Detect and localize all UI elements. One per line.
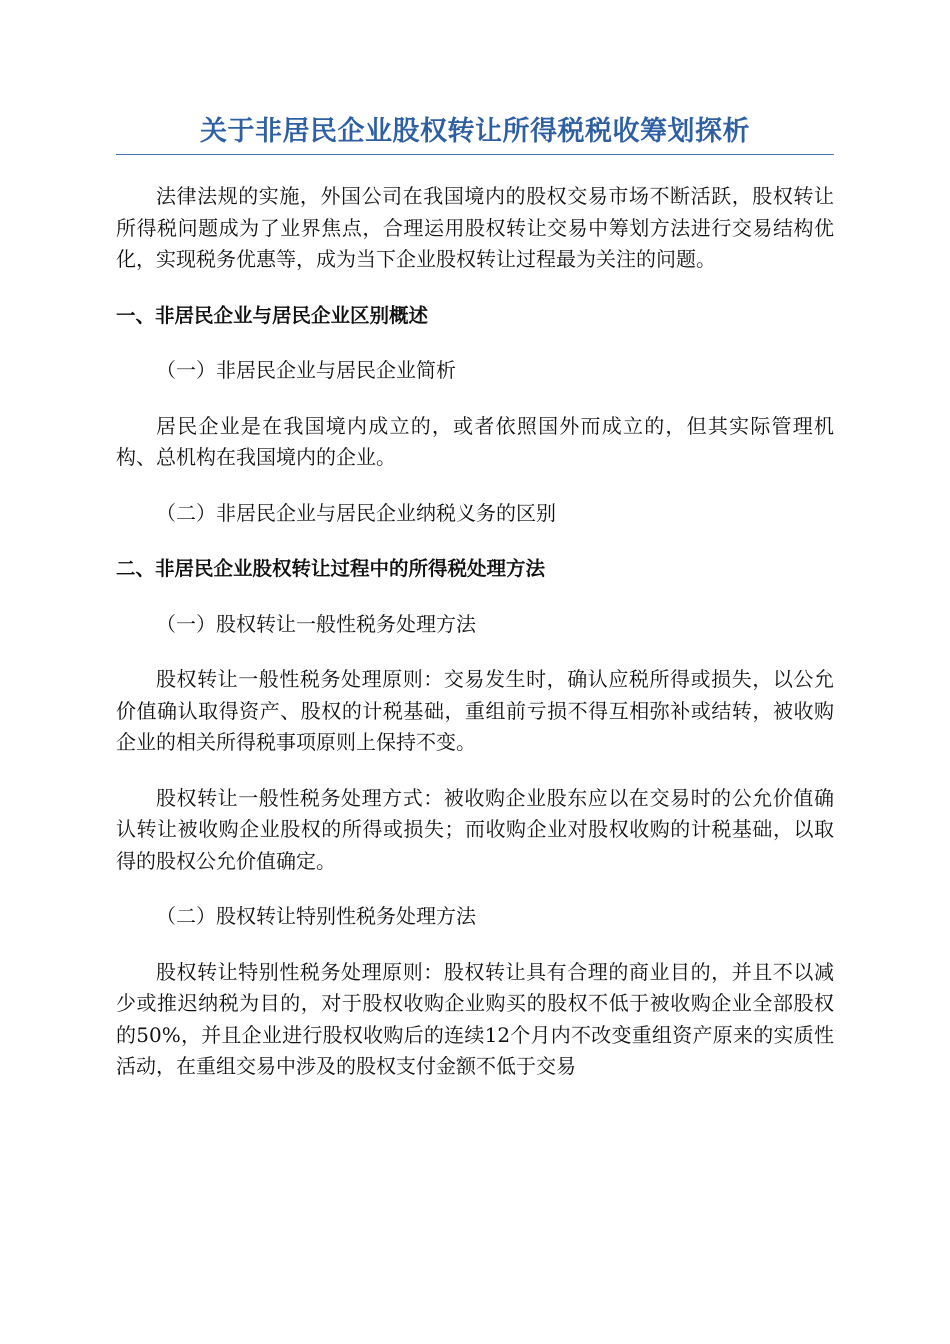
subsection-heading-2-1: （一）股权转让一般性税务处理方法 — [156, 611, 476, 636]
document-title: 关于非居民企业股权转让所得税税收筹划探析 — [200, 116, 750, 147]
section-heading-1: 一、非居民企业与居民企业区别概述 — [116, 303, 429, 327]
section-heading-2: 二、非居民企业股权转让过程中的所得税处理方法 — [116, 557, 546, 580]
paragraph-resident-definition: 居民企业是在我国境内成立的，或者依照国外而成立的，但其实际管理机构、总机构在我国境内的企业。 — [116, 413, 834, 469]
paragraph-intro: 法律法规的实施，外国公司在我国境内的股权交易市场不断活跃，股权转让所得税问题成为了业界焦点，合理运用股权转让交易中筹划方法进行交易结构优化，实现税务优惠等，成为当下企业股权转让过程最为关注的问题。 — [116, 184, 834, 271]
paragraph-general-principle: 股权转让一般性税务处理原则：交易发生时，确认应税所得或损失，以公允价值确认取得资产、股权的计税基础，重组前亏损不得互相弥补或结转，被收购企业的相关所得税事项原则上保持不变。 — [116, 667, 834, 754]
subsection-heading-2-2: （二）股权转让特别性税务处理方法 — [156, 904, 476, 928]
paragraph-general-method: 股权转让一般性税务处理方式：被收购企业股东应以在交易时的公允价值确认转让被收购企业股权的所得或损失；而收购企业对股权收购的计税基础，以取得的股权公允价值确定。 — [116, 785, 834, 873]
paragraph-special-principle: 股权转让特别性税务处理原则：股权转让具有合理的商业目的，并且不以减少或推迟纳税为目的，对于股权收购企业购买的股权不低于被收购企业全部股权的50%，并且企业进行股权收购后的连续12个月内不改变重组资产原来的实质性活动，在重组交易中涉及的股权支付金额不低于交易 — [116, 959, 834, 1078]
subsection-heading-1-1: （一）非居民企业与居民企业简析 — [156, 358, 456, 382]
title-underline — [116, 154, 834, 155]
subsection-heading-1-2: （二）非居民企业与居民企业纳税义务的区别 — [156, 500, 556, 525]
document-page — [116, 110, 834, 1107]
